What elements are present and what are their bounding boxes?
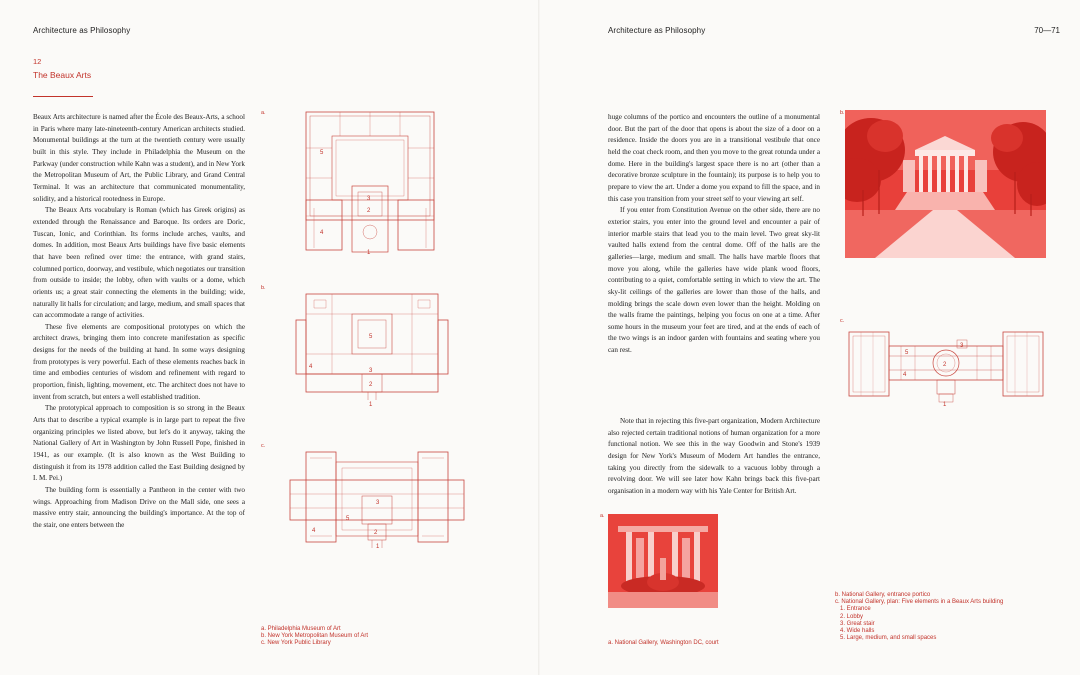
plan-label: 1: [376, 544, 380, 550]
plan-drawing-metropolitan: [292, 290, 452, 408]
caption-list-item: 4. Wide halls: [840, 628, 875, 635]
caption-list-item: 2. Lobby: [840, 613, 864, 620]
plan-label: 3: [369, 368, 373, 374]
paragraph: These five elements are compositional prototypes on which the architect draws, bringing them into concrete manifestation as specific designs for the needs of the building at hand. In some ways designing from prototypes is very powerful. Each of these elements reaches back in time and embodies centuries of wisdom and refinement with regard to proportion, finish, lighting, movement, etc. The architect does not have to invent from scratch, but enters a well established tradition.: [33, 322, 245, 401]
plan-label: 4: [903, 372, 907, 378]
plan-label: 1: [369, 402, 373, 408]
plan-drawing-national-gallery: [845, 322, 1046, 408]
figure-letter-b: b.: [840, 110, 845, 116]
figure-letter-c: c.: [261, 443, 266, 449]
paragraph: Beaux Arts architecture is named after the École des Beaux-Arts, a school in Paris where many late-nineteenth-century American architects studied. Monumental buildings at the turn at the twentieth century were usually built in this style. They include in Philadelphia the Museum on the Parkway (under construction while Kahn was a student), and in New York the Metropolitan Museum of Art, the Public Library, and Grand Central Terminal. It was an architecture that communicated monumentality, solidity, and a historical rootedness in Europe.: [33, 113, 245, 203]
paragraph: The building form is essentially a Pantheon in the center with two wings. Approaching from Madison Drive on the Mall side, one sees a massive entry stair, announcing the building's importance. At the top of the stair, one enters between the: [33, 486, 245, 529]
photo-national-gallery-court: [608, 514, 718, 608]
caption-list-item: 3. Great stair: [840, 620, 875, 627]
paragraph: The Beaux Arts vocabulary is Roman (which has Greek origins) as extended through the Renaissance and Baroque. Its orders are Doric, Tuscan, Ionic, and Corinthian. Its forms include arches, vaults, and domes. In addition, most Beaux Arts buildings have five basic elements that have been refined over time: the entrance, with grand stairs, columned portico, doorway, and vestibule, which negotiates our transition from outside to inside; the lobby, often with vaults or a dome, which orients us; a great stair connecting the elements in the building; wide, naturally lit halls for circulation; and large, medium, and small spaces that can accommodate a range of activities.: [33, 206, 245, 320]
photo-national-gallery-portico: [845, 110, 1046, 258]
paragraph: The prototypical approach to composition is so strong in the Beaux Arts that to describe a typical example is in large part to repeat the five organizing principles we listed above, but let's do it anyway, taking the National Gallery of Art in Washington by John Russell Pope, finished in 1941, as our example. (It is also known as the West Building to distinguish it from its 1978 addition called the East Building designed by I. M. Pei.): [33, 404, 245, 483]
caption-list-item: 5. Large, medium, and small spaces: [840, 635, 937, 642]
paragraph: If you enter from Constitution Avenue on the other side, there are no exterior stairs, you enter into the ground level and encounter a pair of interior marble stairs that lead you to the main level. Two great sky-lit vaulted halls extend from the central dome. Off of the halls are the galleries—large, medium and small. The halls have marble floors that move you along, while the galleries have wide plank wood floors, contributing to a quiet, comfortable setting in which to view the art. The sky-lit ceilings of the galleries are lower than those of the halls, and molding brings the scale down even lower than the height. Molding on the walls frame the paintings, helping you focus on one at a time. After some hours in the museum your feet are tired, and at the ends of each of the two wings is an indoor garden with fountains and seating where you can rest.: [608, 206, 820, 355]
plan-label: 3: [960, 343, 964, 349]
section-number: 12: [33, 57, 42, 66]
right-body-text-continued: [608, 416, 820, 498]
plan-label: 2: [367, 208, 371, 214]
caption: a. Philadelphia Museum of Art: [261, 626, 341, 632]
caption: a. National Gallery, Washington DC, court: [608, 640, 719, 646]
plan-label: 5: [369, 334, 373, 340]
left-body-text: [33, 112, 245, 532]
right-body-text: [608, 112, 820, 357]
plan-label: 5: [346, 516, 350, 522]
plan-label: 4: [320, 230, 324, 236]
figure-letter-a: a.: [600, 513, 605, 519]
section-title: The Beaux Arts: [33, 70, 92, 80]
plan-label: 4: [309, 364, 313, 370]
section-rule: [33, 96, 93, 97]
figure-letter-a: a.: [261, 110, 266, 116]
right-page: [540, 0, 1080, 675]
plan-drawing-public-library: [286, 446, 468, 550]
running-head-left: Architecture as Philosophy: [33, 26, 131, 35]
right-caption-a: [608, 640, 719, 647]
left-figure-captions: [261, 626, 368, 648]
plan-label: 1: [367, 250, 371, 256]
figure-letter-b: b.: [261, 285, 266, 291]
plan-label: 4: [312, 528, 316, 534]
running-head-right: Architecture as Philosophy: [608, 26, 706, 35]
figure-letter-c: c.: [840, 318, 845, 324]
plan-label: 2: [374, 530, 378, 536]
caption: c. New York Public Library: [261, 640, 331, 647]
plan-label: 5: [320, 150, 324, 156]
plan-label: 2: [369, 382, 373, 388]
caption: b. National Gallery, entrance portico: [835, 592, 931, 598]
paragraph: huge columns of the portico and encounters the outline of a monumental door. But the part of the door that opens is about the size of a door on a residence. Inside the doors you are in a transitional vestibule that once held the coat check room, and then you move to the great rotunda under a dome. Here in the building's largest space there is no art (other than a decorative bronze sculpture in the fountain); its purpose is to help you to prepare to view the art. Under a dome you expand to fill the space, and in this case you transition from your street self to your viewing art self.: [608, 113, 820, 203]
plan-label: 3: [367, 196, 371, 202]
page-numbers: 70—71: [1034, 26, 1060, 35]
plan-label: 2: [943, 362, 947, 368]
plan-label: 5: [905, 350, 909, 356]
right-captions-bc: [835, 592, 1003, 642]
plan-drawing-philadelphia: [300, 108, 440, 256]
caption-list-item: 1. Entrance: [840, 606, 871, 613]
plan-label: 1: [943, 402, 947, 408]
plan-label: 3: [376, 500, 380, 506]
caption: b. New York Metropolitan Museum of Art: [261, 633, 369, 640]
paragraph: Note that in rejecting this five-part organization, Modern Architecture also rejected certain traditional notions of human organization for a more functional notion. We see this in the way Goodwin and Stone's 1939 design for New York's Museum of Modern Art handles the entrance, taking you directly from the sidewalk to a vacuous lobby through a revolving door. We will see later how Kahn brings back this five-part organisation in a modern way with his Yale Center for British Art.: [608, 417, 820, 495]
caption: c. National Gallery, plan: Five elements in a Beaux Arts building: [835, 599, 1004, 606]
